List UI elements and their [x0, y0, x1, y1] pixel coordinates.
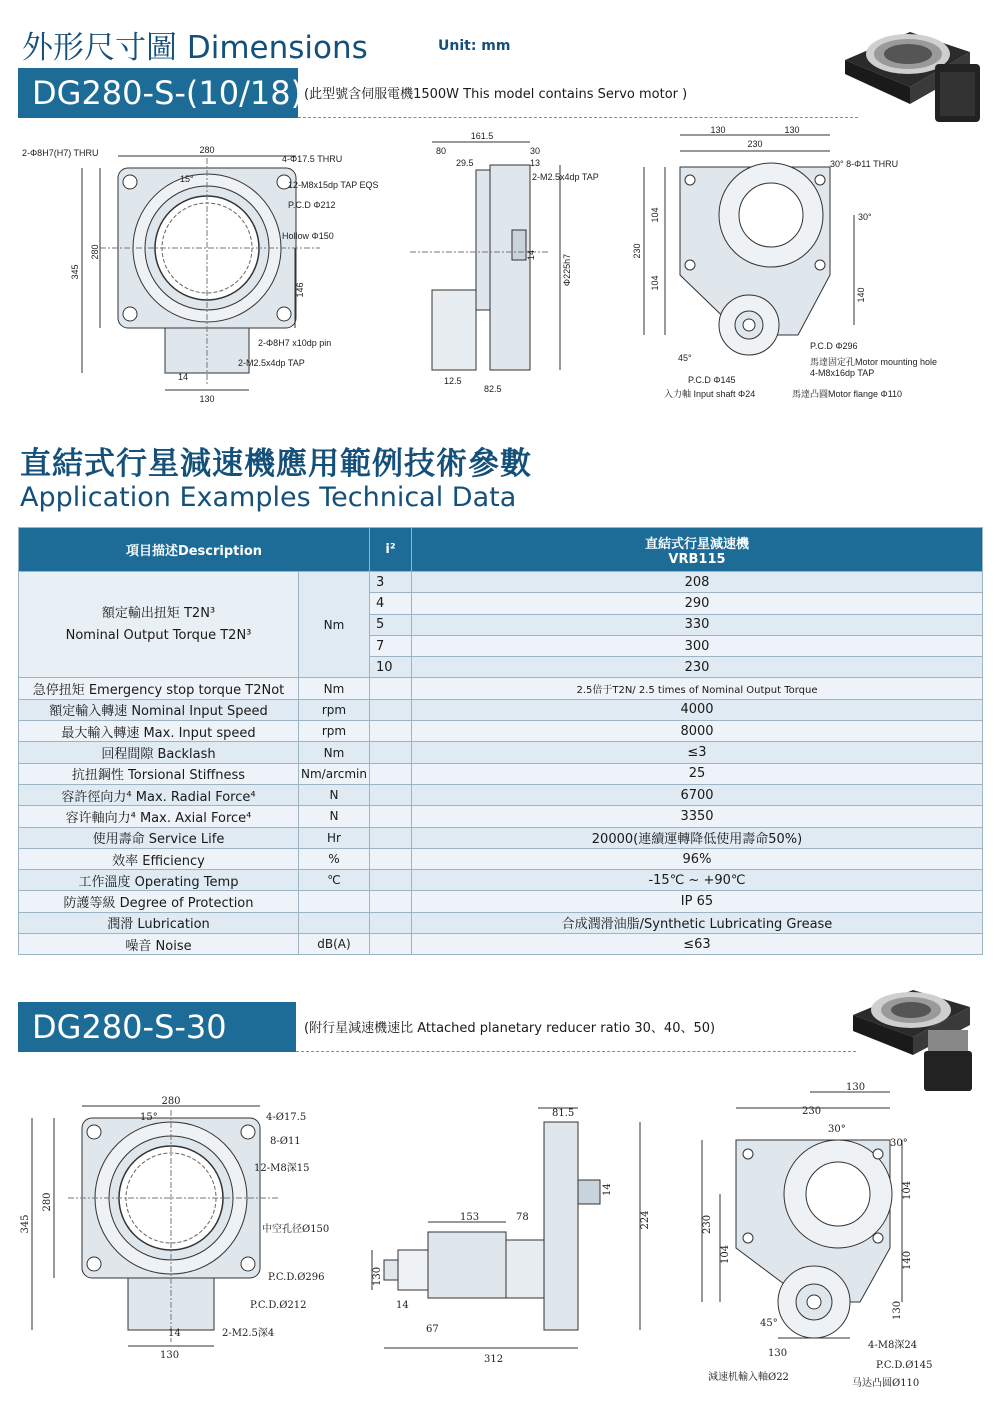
dim-146: 146	[295, 282, 305, 298]
value-cell: 300	[411, 635, 982, 656]
torque-desc-zh: 額定輸出扭矩 T2N³	[101, 605, 216, 621]
label-angle-45: 45°	[760, 1318, 778, 1329]
table-row	[19, 848, 983, 869]
label-hollow: 中空孔径Ø150	[262, 1224, 330, 1235]
description-cell: 容许軸向力⁴ Max. Axial Force⁴	[19, 806, 299, 827]
unit-label: Unit: mm	[438, 38, 511, 54]
dim-78: 78	[516, 1212, 529, 1223]
label-pcd-212: P.C.D.Ø212	[250, 1300, 307, 1311]
dim-280-v: 280	[90, 244, 100, 260]
value-cell: 6700	[411, 784, 982, 805]
dim-104b: 104	[720, 1244, 731, 1264]
description-cell: 回程間隙 Backlash	[19, 742, 299, 763]
ratio-cell: 5	[369, 614, 411, 635]
dim-14: 14	[178, 372, 189, 382]
section-title-zh: 直結式行星減速機應用範例技術參數	[20, 446, 532, 482]
value-cell: 8000	[411, 721, 982, 742]
description-cell: 潤滑 Lubrication	[19, 912, 299, 933]
ratio-cell: 10	[369, 657, 411, 678]
dim-14b: 14	[396, 1300, 409, 1311]
unit-cell	[299, 912, 370, 933]
dim-1615: 161.5	[470, 131, 494, 141]
product-photo-2	[848, 975, 988, 1095]
label-pcd-212: P.C.D Φ212	[288, 200, 336, 210]
ratio-cell	[369, 891, 411, 912]
ratio-cell	[369, 678, 411, 699]
dim-230: 230	[747, 139, 763, 149]
label-hollow: Hollow Φ150	[282, 231, 334, 241]
dim-80: 80	[436, 146, 447, 156]
dim-130: 130	[372, 1266, 383, 1286]
label-angle-15: 15°	[180, 174, 194, 184]
description-cell: 防護等級 Degree of Protection	[19, 891, 299, 912]
dim-13: 13	[530, 158, 541, 168]
unit-cell: Nm	[299, 678, 370, 699]
dim-815: 81.5	[552, 1108, 575, 1119]
label-angle-30b: 30°	[890, 1138, 908, 1149]
label-tap-eqs: 12-M8x15dp TAP EQS	[288, 180, 379, 190]
label-angle-15: 15°	[140, 1112, 158, 1123]
label-m8: 12-M8深15	[254, 1163, 310, 1174]
unit-cell	[299, 891, 370, 912]
label-motor-flange: 馬達凸圓Motor flange Φ110	[792, 389, 903, 399]
ratio-cell	[369, 763, 411, 784]
dim-104a: 104	[650, 207, 660, 223]
header-product-zh: 直結式行星減速機	[644, 536, 749, 552]
value-cell: 2.5倍于T2N/ 2.5 times of Nominal Output Torque	[411, 678, 982, 699]
description-cell: 工作溫度 Operating Temp	[19, 870, 299, 891]
label-tap-m25: 2-M2.5x4dp TAP	[238, 358, 305, 368]
label-pcd-145: P.C.D.Ø145	[876, 1360, 933, 1371]
ratio-cell	[369, 870, 411, 891]
dim-140: 140	[856, 287, 866, 303]
dim-280: 280	[199, 145, 215, 155]
dim-67: 67	[426, 1324, 439, 1335]
description-cell: 抗扭鋼性 Torsional Stiffness	[19, 763, 299, 784]
tech-data-table	[18, 527, 983, 955]
label-pcd-296: P.C.D Φ296	[810, 341, 858, 351]
front-view-drawing-2	[18, 1092, 358, 1392]
ratio-cell: 7	[369, 635, 411, 656]
torque-desc-cell	[19, 572, 299, 678]
value-cell: 25	[411, 763, 982, 784]
ratio-cell	[369, 912, 411, 933]
label-flange: 马达凸圆Ø110	[852, 1378, 920, 1389]
section-title-en: Application Examples Technical Data	[20, 482, 517, 513]
dim-14: 14	[526, 249, 536, 261]
header-product-en: VRB115	[668, 551, 726, 567]
dim-312: 312	[484, 1354, 504, 1365]
table-row	[19, 784, 983, 805]
header-description: 項目描述Description	[19, 528, 370, 572]
unit-cell: N	[299, 806, 370, 827]
label-8-thru: 30° 8-Φ11 THRU	[830, 159, 899, 169]
value-cell: ≤3	[411, 742, 982, 763]
dim-130b: 130	[784, 125, 800, 135]
value-cell: 330	[411, 614, 982, 635]
label-pin: 2-Φ8H7 x10dp pin	[258, 338, 332, 348]
model-title-2: DG280-S-30	[18, 1002, 296, 1052]
label-m8: 4-M8深24	[868, 1340, 918, 1351]
table-row	[19, 934, 983, 955]
dim-825: 82.5	[484, 384, 502, 394]
dim-130-v: 130	[892, 1300, 903, 1320]
table-row	[19, 870, 983, 891]
ratio-cell	[369, 699, 411, 720]
ratio-cell	[369, 721, 411, 742]
dim-230-v: 230	[632, 243, 642, 259]
side-view-drawing-1	[410, 130, 630, 400]
unit-cell: dB(A)	[299, 934, 370, 955]
unit-cell: ℃	[299, 870, 370, 891]
dim-295: 29.5	[456, 158, 474, 168]
dim-280-v: 280	[42, 1192, 53, 1212]
unit-cell: %	[299, 848, 370, 869]
label-mount-1: 馬達固定孔Motor mounting hole	[810, 357, 938, 367]
dim-140: 140	[902, 1250, 913, 1270]
description-cell: 效率 Efficiency	[19, 848, 299, 869]
ratio-cell	[369, 848, 411, 869]
header-product	[411, 528, 982, 572]
dim-345: 345	[20, 1214, 31, 1234]
dim-14: 14	[168, 1328, 181, 1339]
label-m25: 2-M2.5深4	[222, 1328, 275, 1339]
ratio-cell	[369, 806, 411, 827]
dim-30: 30	[530, 146, 541, 156]
label-side-tap: 2-M2.5x4dp TAP	[532, 172, 599, 182]
torque-desc-en: Nominal Output Torque T2N³	[65, 627, 252, 643]
dim-280: 280	[161, 1096, 181, 1107]
torque-unit: Nm	[299, 572, 370, 678]
model-note-1: (此型號含伺服電機1500W This model contains Servo motor )	[304, 87, 688, 102]
label-angle-30a: 30°	[828, 1124, 846, 1135]
back-view-drawing-1	[630, 125, 980, 405]
label-angle-30: 30°	[858, 212, 872, 222]
dim-345: 345	[70, 264, 80, 280]
dim-14: 14	[602, 1183, 613, 1196]
value-cell: 208	[411, 572, 982, 593]
value-cell: -15℃ ~ +90℃	[411, 870, 982, 891]
table-row	[19, 827, 983, 848]
model-title-1: DG280-S-(10/18)	[18, 68, 298, 118]
value-cell: 20000(連續運轉降低使用壽命50%)	[411, 827, 982, 848]
description-cell: 使用壽命 Service Life	[19, 827, 299, 848]
dim-130-h: 130	[768, 1348, 788, 1359]
ratio-cell: 3	[369, 572, 411, 593]
label-thru-175: 4-Ø17.5	[266, 1112, 307, 1123]
ratio-cell: 4	[369, 593, 411, 614]
label-hole-11: 8-Ø11	[270, 1136, 301, 1147]
description-cell: 容許徑向力⁴ Max. Radial Force⁴	[19, 784, 299, 805]
label-input: 減速机輸入軸Ø22	[708, 1372, 789, 1383]
value-cell: 3350	[411, 806, 982, 827]
dim-130: 130	[199, 394, 215, 404]
label-pcd-296: P.C.D.Ø296	[268, 1272, 325, 1283]
table-row	[19, 891, 983, 912]
back-view-drawing-2	[690, 1080, 990, 1400]
unit-cell: rpm	[299, 721, 370, 742]
page-title: 外形尺寸圖 Dimensions	[22, 30, 368, 66]
model-note-2: (附行星減速機速比 Attached planetary reducer ratio 30、40、50)	[304, 1021, 716, 1036]
dim-230: 230	[802, 1106, 822, 1117]
description-cell: 急停扭矩 Emergency stop torque T2Not	[19, 678, 299, 699]
dim-dia-225: Φ225h7	[562, 253, 572, 287]
label-mount-2: 4-M8x16dp TAP	[810, 368, 875, 378]
value-cell: IP 65	[411, 891, 982, 912]
label-angle-45: 45°	[678, 353, 692, 363]
ratio-cell	[369, 742, 411, 763]
description-cell: 額定輸入轉速 Nominal Input Speed	[19, 699, 299, 720]
table-row	[19, 742, 983, 763]
label-thru-175: 4-Φ17.5 THRU	[282, 154, 343, 164]
description-cell: 最大輸入轉速 Max. Input speed	[19, 721, 299, 742]
unit-cell: Nm	[299, 742, 370, 763]
unit-cell: Nm/arcmin	[299, 763, 370, 784]
dim-104b: 104	[650, 275, 660, 291]
value-cell: ≤63	[411, 934, 982, 955]
table-row	[19, 806, 983, 827]
header-ratio: i²	[369, 528, 411, 572]
ratio-cell	[369, 827, 411, 848]
dim-130: 130	[846, 1082, 866, 1093]
table-row	[19, 912, 983, 933]
dim-230-v: 230	[702, 1214, 713, 1234]
label-input-shaft: 入力軸 Input shaft Φ24	[664, 389, 756, 399]
dim-130: 130	[160, 1350, 180, 1361]
product-photo-1	[840, 12, 990, 127]
unit-cell: Hr	[299, 827, 370, 848]
dim-125: 12.5	[444, 376, 462, 386]
value-cell: 96%	[411, 848, 982, 869]
divider	[296, 1051, 856, 1052]
table-header-row	[19, 528, 983, 572]
table-row	[19, 678, 983, 699]
description-cell: 噪音 Noise	[19, 934, 299, 955]
dim-224: 224	[640, 1210, 651, 1230]
ratio-cell	[369, 934, 411, 955]
dim-130a: 130	[710, 125, 726, 135]
front-view-drawing-1	[20, 140, 400, 410]
dim-153: 153	[460, 1212, 480, 1223]
dim-104: 104	[902, 1180, 913, 1200]
value-cell: 4000	[411, 699, 982, 720]
unit-cell: rpm	[299, 699, 370, 720]
value-cell: 230	[411, 657, 982, 678]
unit-cell: N	[299, 784, 370, 805]
table-row	[19, 699, 983, 720]
label-pcd-145: P.C.D Φ145	[688, 375, 736, 385]
value-cell: 290	[411, 593, 982, 614]
value-cell: 合成潤滑油脂/Synthetic Lubricating Grease	[411, 912, 982, 933]
table-row	[19, 572, 983, 593]
table-row	[19, 721, 983, 742]
side-view-drawing-2	[368, 1100, 658, 1400]
label-hole-thru: 2-Φ8H7(H7) THRU	[22, 148, 99, 158]
ratio-cell	[369, 784, 411, 805]
divider	[298, 117, 858, 118]
table-row	[19, 763, 983, 784]
